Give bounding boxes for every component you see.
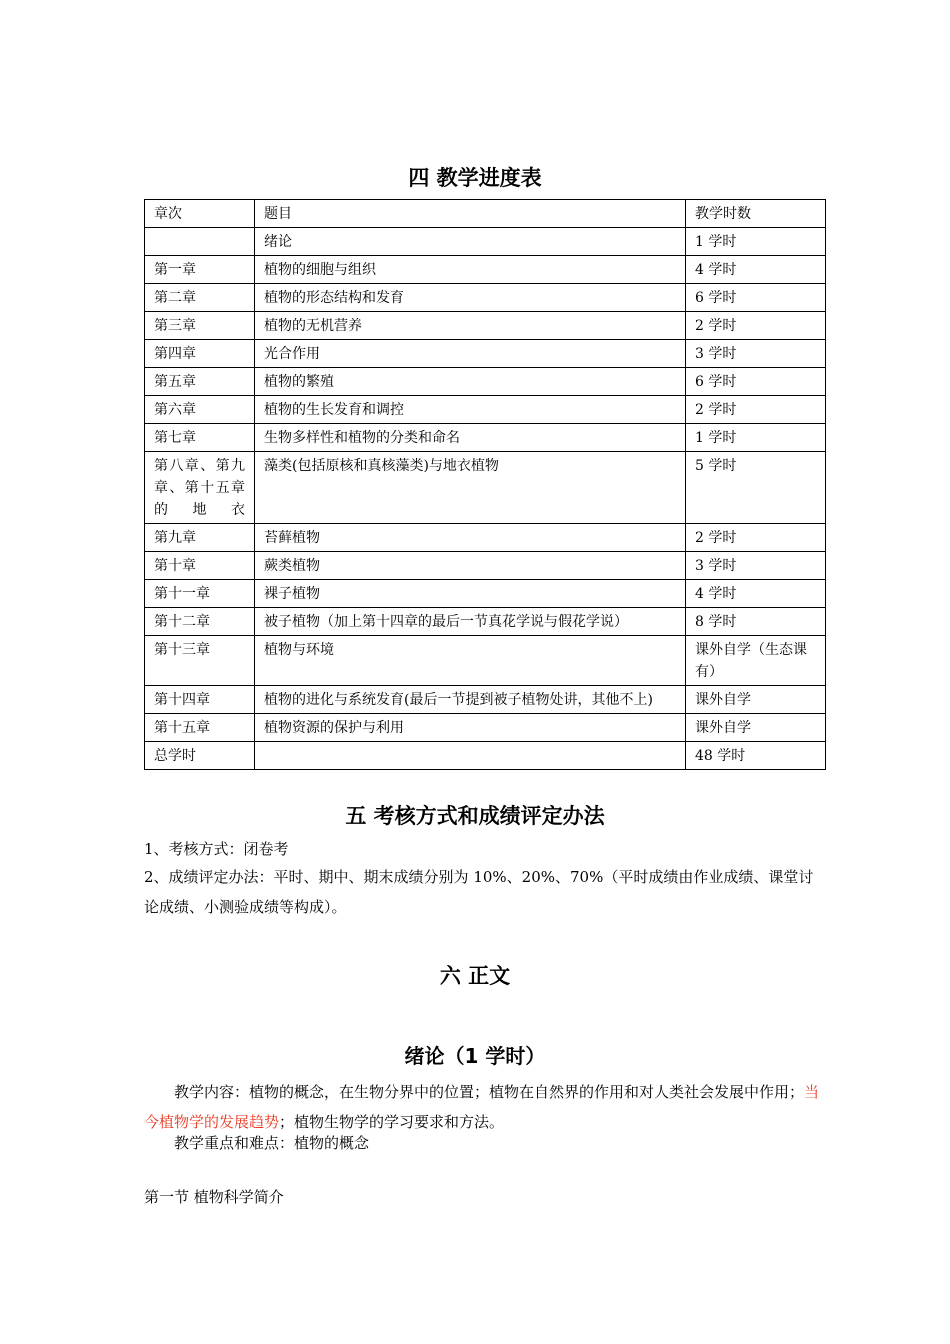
cell-hours: 课外自学	[686, 686, 826, 714]
table-row	[145, 524, 826, 552]
table-row	[145, 284, 826, 312]
section-heading: 第一节 植物科学简介	[144, 1188, 284, 1206]
table-row	[145, 742, 826, 770]
cell-hours: 2 学时	[686, 524, 826, 552]
cell-chapter: 总学时	[145, 742, 255, 770]
cell-hours: 1 学时	[686, 228, 826, 256]
cell-topic: 绪论	[255, 228, 686, 256]
cell-hours: 4 学时	[686, 580, 826, 608]
table-row	[145, 452, 826, 524]
table-row	[145, 580, 826, 608]
table-row	[145, 228, 826, 256]
table-row	[145, 368, 826, 396]
cell-chapter	[145, 228, 255, 256]
section5-title: 五 考核方式和成绩评定办法	[345, 804, 605, 828]
cell-chapter: 第九章	[145, 524, 255, 552]
table-row	[145, 424, 826, 452]
cell-hours: 5 学时	[686, 452, 826, 524]
cell-hours: 6 学时	[686, 284, 826, 312]
cell-chapter: 第四章	[145, 340, 255, 368]
assessment-method: 1、考核方式：闭卷考	[144, 840, 289, 858]
teaching-content-text: 教学内容：植物的概念，在生物分界中的位置；植物在自然界的作用和对人类社会发展中作用；	[174, 1083, 805, 1101]
cell-topic: 蕨类植物	[255, 552, 686, 580]
table-row	[145, 686, 826, 714]
cell-topic: 植物的生长发育和调控	[255, 396, 686, 424]
cell-topic: 光合作用	[255, 340, 686, 368]
cell-topic: 植物的形态结构和发育	[255, 284, 686, 312]
cell-topic: 生物多样性和植物的分类和命名	[255, 424, 686, 452]
cell-chapter: 第六章	[145, 396, 255, 424]
cell-hours: 2 学时	[686, 312, 826, 340]
schedule-table	[144, 199, 826, 770]
table-row	[145, 396, 826, 424]
cell-hours: 课外自学	[686, 714, 826, 742]
cell-chapter: 第五章	[145, 368, 255, 396]
cell-chapter: 第十章	[145, 552, 255, 580]
cell-topic: 藻类(包括原核和真核藻类)与地衣植物	[255, 452, 686, 524]
cell-topic	[255, 742, 686, 770]
cell-chapter: 第七章	[145, 424, 255, 452]
table-row	[145, 256, 826, 284]
table-header-row	[145, 200, 826, 228]
cell-hours: 4 学时	[686, 256, 826, 284]
cell-hours: 48 学时	[686, 742, 826, 770]
section6-title: 六 正文	[439, 964, 511, 988]
cell-topic: 植物的进化与系统发育(最后一节提到被子植物处讲，其他不上)	[255, 686, 686, 714]
cell-hours: 8 学时	[686, 608, 826, 636]
cell-chapter: 第十四章	[145, 686, 255, 714]
cell-topic: 植物的细胞与组织	[255, 256, 686, 284]
cell-chapter: 第一章	[145, 256, 255, 284]
table-row	[145, 608, 826, 636]
cell-hours: 2 学时	[686, 396, 826, 424]
teaching-content-tail: ；植物生物学的学习要求和方法。	[279, 1113, 505, 1131]
cell-topic: 植物的繁殖	[255, 368, 686, 396]
cell-hours: 课外自学（生态课有）	[686, 636, 826, 686]
table-row	[145, 340, 826, 368]
cell-hours: 1 学时	[686, 424, 826, 452]
introduction-title: 绪论（1 学时）	[404, 1044, 546, 1068]
cell-hours: 6 学时	[686, 368, 826, 396]
cell-chapter: 第十三章	[145, 636, 255, 686]
cell-topic: 苔藓植物	[255, 524, 686, 552]
cell-topic: 植物资源的保护与利用	[255, 714, 686, 742]
cell-hours: 3 学时	[686, 340, 826, 368]
key-points: 教学重点和难点：植物的概念	[174, 1134, 370, 1152]
table-row	[145, 552, 826, 580]
cell-chapter: 第十一章	[145, 580, 255, 608]
header-hours: 教学时数	[686, 200, 826, 228]
cell-chapter: 第二章	[145, 284, 255, 312]
cell-chapter: 第三章	[145, 312, 255, 340]
grading-method: 2、成绩评定办法：平时、期中、期末成绩分别为 10%、20%、70%（平时成绩由作业成绩、课堂讨论成绩、小测验成绩等构成）。	[144, 868, 814, 916]
table-row	[145, 714, 826, 742]
table-row	[145, 312, 826, 340]
header-chapter: 章次	[145, 200, 255, 228]
table-row	[145, 636, 826, 686]
cell-topic: 被子植物（加上第十四章的最后一节真花学说与假花学说）	[255, 608, 686, 636]
cell-hours: 3 学时	[686, 552, 826, 580]
cell-topic: 植物的无机营养	[255, 312, 686, 340]
header-topic: 题目	[255, 200, 686, 228]
highlighted-trend: 当今植物学的发展趋势	[144, 1083, 820, 1131]
section4-title: 四 教学进度表	[408, 166, 542, 190]
cell-topic: 植物与环境	[255, 636, 686, 686]
cell-chapter: 第十二章	[145, 608, 255, 636]
cell-chapter: 第十五章	[145, 714, 255, 742]
cell-topic: 裸子植物	[255, 580, 686, 608]
cell-chapter: 第八章、第九章、第十五章的地衣	[145, 452, 255, 524]
